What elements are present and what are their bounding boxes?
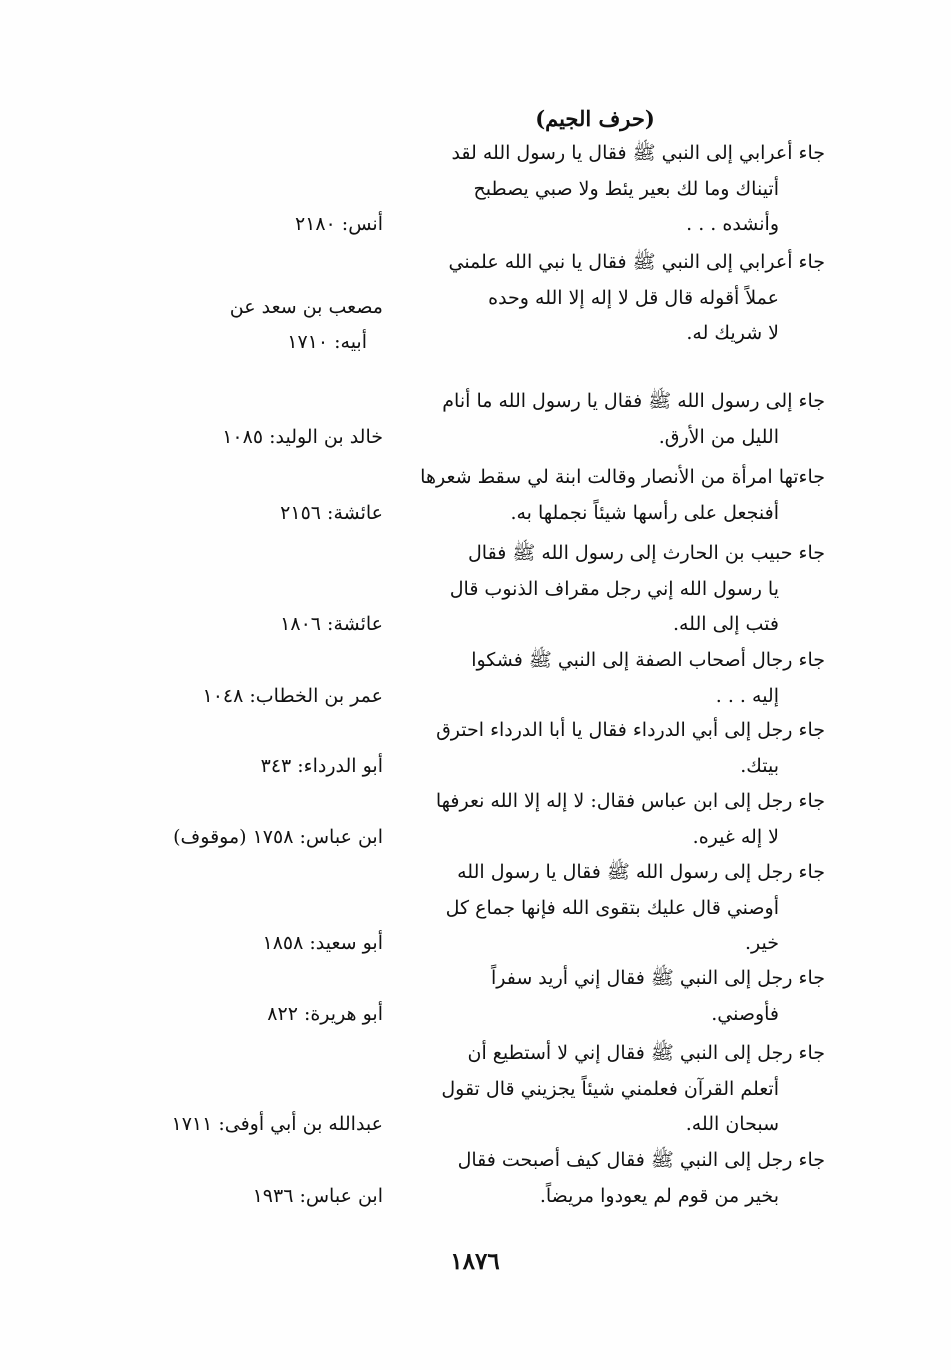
entry-reference (143, 1179, 383, 1214)
entry-line: جاء رجل إلى أبي الدرداء فقال يا أبا الدرداء احترق (436, 719, 825, 741)
entry-line: أتعلم القرآن فعلمني شيئاً يجزيني قال تقول (441, 1077, 779, 1100)
entry-line: جاء رجل إلى النبي ﷺ فقال كيف أصبحت فقال (457, 1149, 825, 1171)
entry-line: جاء رجل إلى رسول الله ﷺ فقال يا رسول الله (457, 861, 825, 883)
entry-text (425, 245, 825, 352)
reference-line: أبو هريرة: ٨٢٢ (267, 1002, 383, 1025)
entry-line: جاء رجل إلى ابن عباس فقال: لا إله إلا الله نعرفها (435, 790, 825, 812)
entry-text (425, 384, 825, 455)
entry-line: جاء أعرابي إلى النبي ﷺ فقال يا رسول الله لقد (451, 142, 825, 164)
entry-reference (143, 420, 383, 455)
reference-line: عائشة: ١٨٠٦ (280, 613, 383, 635)
entry-text (425, 1143, 825, 1214)
reference-line: خالد بن الوليد: ١٠٨٥ (222, 425, 383, 448)
entry-text (425, 1036, 825, 1143)
entry-text (425, 961, 825, 1032)
entry-reference (143, 290, 383, 360)
entry-reference (143, 749, 383, 784)
entry-line: جاء رجل إلى النبي ﷺ فقال إني لا أستطيع أن (467, 1042, 825, 1064)
entry-reference (143, 926, 383, 961)
entry-text (425, 536, 825, 643)
reference-line: أبو الدرداء: ٣٤٣ (260, 754, 383, 777)
entry-text (425, 136, 825, 243)
entry-line: جاء رجل إلى النبي ﷺ فقال إني أريد سفراً (490, 967, 825, 989)
entry-reference (143, 997, 383, 1032)
entry-line: بيتك. (740, 754, 779, 777)
entry-line: فأوصني. (711, 1002, 779, 1025)
entry-reference (143, 496, 383, 531)
entry-line: وأنشده . . . (686, 213, 779, 235)
entry-line: عملاً أقوله قال قل لا إله إلا الله وحده (488, 286, 779, 309)
entry-line: جاء حبيب بن الحارث إلى رسول الله ﷺ فقال (468, 542, 825, 564)
entry-line: لا إله غيره. (692, 825, 779, 848)
reference-line: أنس: ٢١٨٠ (294, 213, 383, 235)
reference-line: عبدالله بن أبي أوفى: ١٧١١ (171, 1113, 383, 1135)
reference-line: ابن عباس: ١٧٥٨ (موقوف) (173, 825, 383, 848)
entry-line: يا رسول الله إني رجل مقراف الذنوب قال (449, 577, 779, 600)
reference-line: عمر بن الخطاب: ١٠٤٨ (202, 684, 383, 707)
entry-reference (143, 679, 383, 714)
entry-text (425, 713, 825, 784)
entry-line: جاء أعرابي إلى النبي ﷺ فقال يا نبي الله علمني (448, 251, 825, 273)
reference-line: أبيه: ١٧١٠ (287, 331, 367, 354)
entry-text (425, 855, 825, 962)
entry-line: فتب إلى الله. (672, 613, 779, 635)
reference-line: ابن عباس: ١٩٣٦ (252, 1184, 383, 1207)
entry-line: أتيناك وما لك بعير يئط ولا صبي يصطبح (473, 177, 779, 200)
entry-text (425, 643, 825, 714)
entry-reference (143, 1107, 383, 1142)
entry-line: جاءتها امرأة من الأنصار وقالت ابنة لي سقط شعرها (420, 466, 825, 488)
entry-line: أفنجعل على رأسها شيئاً نجملها به. (510, 501, 779, 524)
entry-line: خير. (744, 932, 779, 954)
page-number: ١٨٧٦ (450, 1248, 500, 1275)
entry-text (425, 784, 825, 855)
entry-line: بخير من قوم لم يعودوا مريضاً. (539, 1184, 779, 1207)
entry-text (420, 460, 825, 531)
entry-reference (143, 607, 383, 642)
entry-line: إليه . . . (715, 684, 779, 707)
reference-line: مصعب بن سعد عن (229, 296, 383, 319)
reference-line: أبو سعيد: ١٨٥٨ (262, 932, 383, 954)
entry-reference (143, 820, 383, 855)
section-heading: (حرف الجيم) (535, 106, 655, 131)
entry-line: الليل من الأرق. (658, 425, 779, 448)
entry-line: جاء رجال أصحاب الصفة إلى النبي ﷺ فشكوا (471, 649, 825, 671)
entry-line: لا شريك له. (686, 322, 779, 344)
reference-line: عائشة: ٢١٥٦ (280, 501, 383, 524)
entry-reference (143, 207, 383, 242)
entry-line: جاء إلى رسول الله ﷺ فقال يا رسول الله ما أنام (442, 390, 825, 412)
entry-line: أوصني قال عليك بتقوى الله فإنها جماع كل (445, 896, 779, 919)
entry-line: سبحان الله. (685, 1113, 779, 1135)
